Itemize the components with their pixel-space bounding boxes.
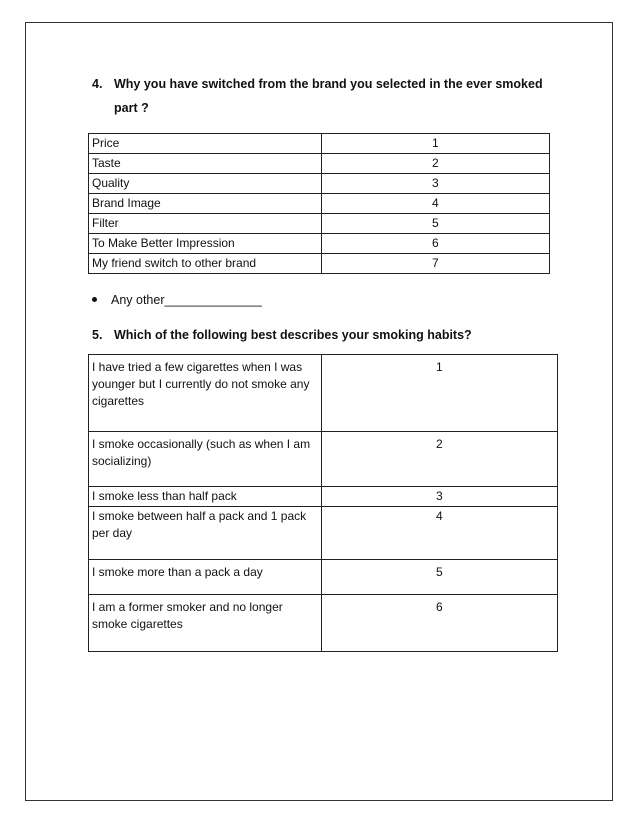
- option-label: I smoke more than a pack a day: [89, 560, 322, 595]
- option-code: 7: [321, 254, 549, 274]
- question-4-text-line1: Why you have switched from the brand you selected in the ever smoked: [114, 77, 543, 91]
- table-row: [89, 194, 550, 214]
- option-label: I smoke occasionally (such as when I am socializing): [89, 432, 322, 487]
- table-row: [89, 487, 558, 507]
- table-row: [89, 174, 550, 194]
- table-row: [89, 507, 558, 560]
- option-label: Brand Image: [89, 194, 322, 214]
- question-4-title: [92, 72, 572, 120]
- option-code: 3: [321, 174, 549, 194]
- option-label: Taste: [89, 154, 322, 174]
- question-4-number: 4.: [92, 77, 103, 91]
- bullet-icon: [92, 297, 97, 302]
- option-code: 4: [321, 507, 557, 560]
- option-label: My friend switch to other brand: [89, 254, 322, 274]
- option-code: 5: [321, 214, 549, 234]
- option-code: 2: [321, 154, 549, 174]
- question-5-number: 5.: [92, 328, 103, 342]
- table-row: [89, 355, 558, 432]
- option-code: 5: [321, 560, 557, 595]
- option-code: 2: [321, 432, 557, 487]
- option-code: 4: [321, 194, 549, 214]
- option-label: Quality: [89, 174, 322, 194]
- table-row: [89, 560, 558, 595]
- any-other-line: [92, 290, 262, 310]
- table-row: [89, 234, 550, 254]
- any-other-text: Any other______________: [111, 293, 262, 307]
- option-code: 1: [321, 355, 557, 432]
- option-code: 3: [321, 487, 557, 507]
- table-row: [89, 254, 550, 274]
- table-row: [89, 154, 550, 174]
- option-label: Filter: [89, 214, 322, 234]
- question-4-options-table: [88, 133, 550, 274]
- question-5-title: [92, 323, 572, 347]
- table-row: [89, 432, 558, 487]
- question-4-text-line2: part ?: [114, 101, 149, 115]
- question-5-options-table: [88, 354, 558, 652]
- option-code: 6: [321, 595, 557, 652]
- option-label: I am a former smoker and no longer smoke cigarettes: [89, 595, 322, 652]
- option-label: I have tried a few cigarettes when I was younger but I currently do not smoke any cigarettes: [89, 355, 322, 432]
- table-row: [89, 214, 550, 234]
- option-label: Price: [89, 134, 322, 154]
- option-label: I smoke less than half pack: [89, 487, 322, 507]
- option-code: 6: [321, 234, 549, 254]
- option-label: To Make Better Impression: [89, 234, 322, 254]
- option-label: I smoke between half a pack and 1 pack per day: [89, 507, 322, 560]
- question-5-text: Which of the following best describes your smoking habits?: [114, 328, 472, 342]
- table-row: [89, 595, 558, 652]
- option-code: 1: [321, 134, 549, 154]
- table-row: [89, 134, 550, 154]
